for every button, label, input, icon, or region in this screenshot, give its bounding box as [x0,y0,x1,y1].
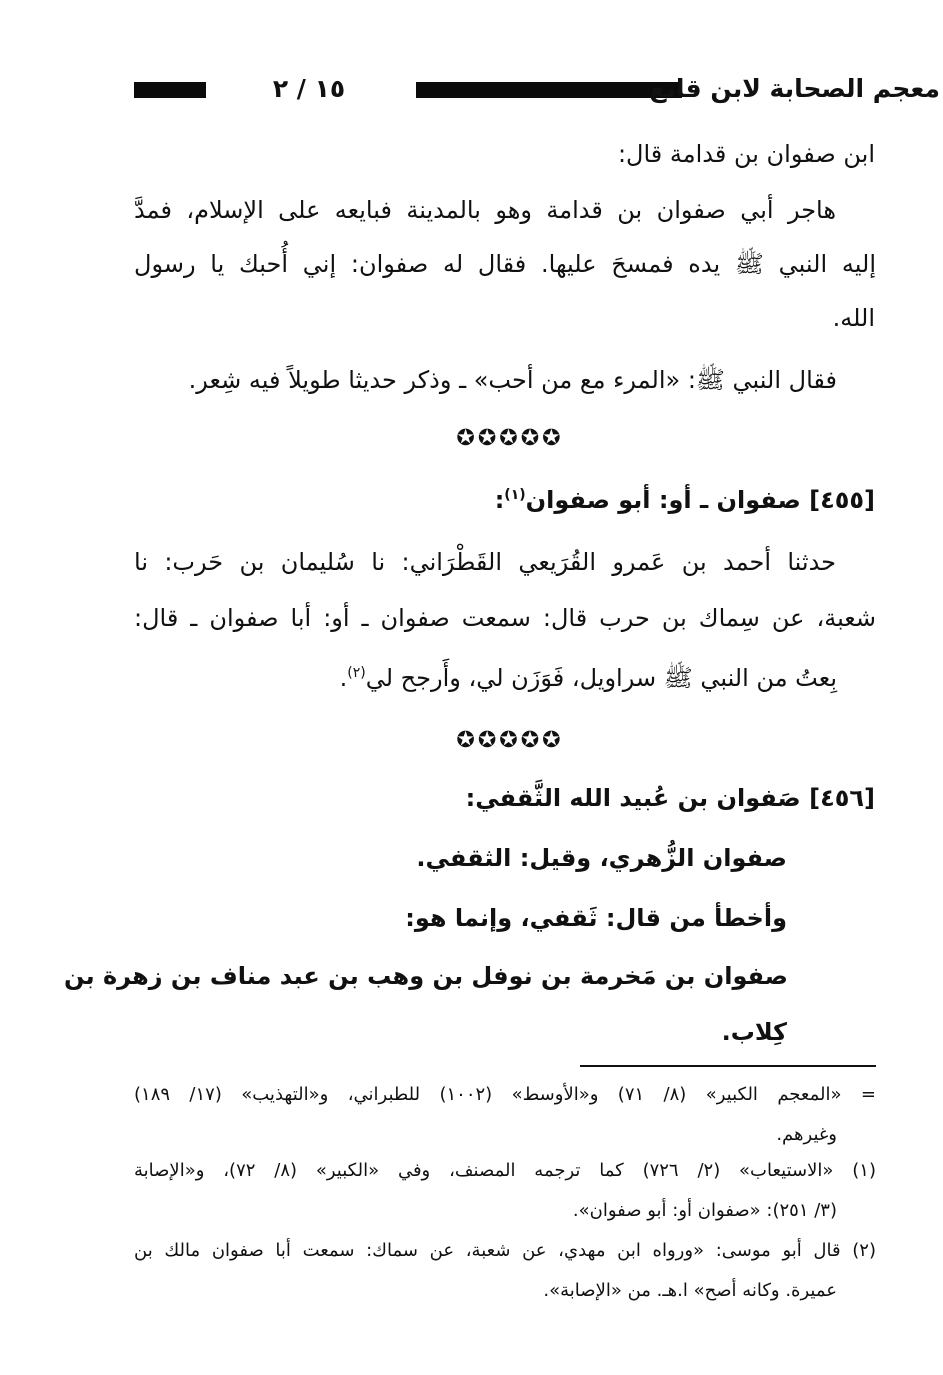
entry-456-line-3: صفوان بن مَخرمة بن نوفل بن وهب بن عبد مناف بن زهرة بن [64,962,788,990]
running-header [134,70,940,108]
footnote-1-line-2: (٣/ ٢٥١): «صفوان أو: أبو صفوان». [572,1200,837,1221]
entry-455-line-2: شعبة، عن سِماك بن حرب قال: سمعت صفوان ـ أو: أبا صفوان ـ قال: [134,604,876,632]
header-rule-left [134,82,206,98]
header-rule-middle [416,82,682,98]
entry-455-line-3: بِعتُ من النبي ﷺ سراويل، فَوَزَن لي، وأَرجح لي$^{(٢)}$. [339,664,837,692]
entry-455-line-1: حدثنا أحمد بن عَمرو القُرَيعي القَطْرَاني: نا سُليمان بن حَرب: نا [134,548,836,576]
intro-line: ابن صفوان بن قدامة قال: [617,140,875,168]
footnote-2-line-2: عميرة. وكانه أصح» ا.هـ. من «الإصابة». [543,1280,837,1301]
entry-455-heading: [٤٥٥] صفوان ـ أو: أبو صفوان$^{(١)}$: [494,486,875,514]
entry-456-heading: [٤٥٦] صَفوان بن عُبيد الله الثَّقفي: [465,784,875,812]
footnote-continuation-line-1: = «المعجم الكبير» (٨/ ٧١) و«الأوسط» (١٠٠٢) للطبراني، و«التهذيب» (١٧/ ١٨٩) [134,1084,876,1105]
para2-line: فقال النبي ﷺ: «المرء مع من أحب» ـ وذكر حديثا طويلاً فيه شِعر. [188,366,837,394]
para1-line-3: الله. [832,304,875,332]
footnote-divider [580,1065,876,1067]
footnote-1-line-1: (١) «الاستيعاب» (٢/ ٧٢٦) كما ترجمه المصنف، وفي «الكبير» (٨/ ٧٢)، و«الإصابة [134,1160,876,1181]
footnote-ref-1: (١) [504,487,526,503]
footnote-continuation-line-2: وغيرهم. [776,1124,837,1145]
section-separator: ✪✪✪✪✪ [456,728,564,753]
para1-line-1: هاجر أبي صفوان بن قدامة وهو بالمدينة فبايعه على الإسلام، فمدَّ [134,196,836,224]
entry-456-line-2: وأخطأ من قال: ثَقفي، وإنما هو: [405,904,787,932]
para1-line-2: إليه النبي ﷺ يده فمسحَ عليها. فقال له صفوان: إني أُحبك يا رسول [134,250,876,278]
section-separator: ✪✪✪✪✪ [456,426,564,451]
footnote-ref-2: (٢) [347,665,366,681]
entry-456-line-1: صفوان الزُّهري، وقيل: الثقفي. [416,844,787,872]
footnote-2-line-1: (٢) قال أبو موسى: «ورواه ابن مهدي، عن شعبة، عن سماك: سمعت أبا صفوان مالك بن [134,1240,876,1261]
page-number: ١٥ / ٢ [272,74,346,103]
book-title: معجم الصحابة لابن قانع [649,74,940,103]
entry-456-line-4: كِلاب. [721,1018,787,1046]
